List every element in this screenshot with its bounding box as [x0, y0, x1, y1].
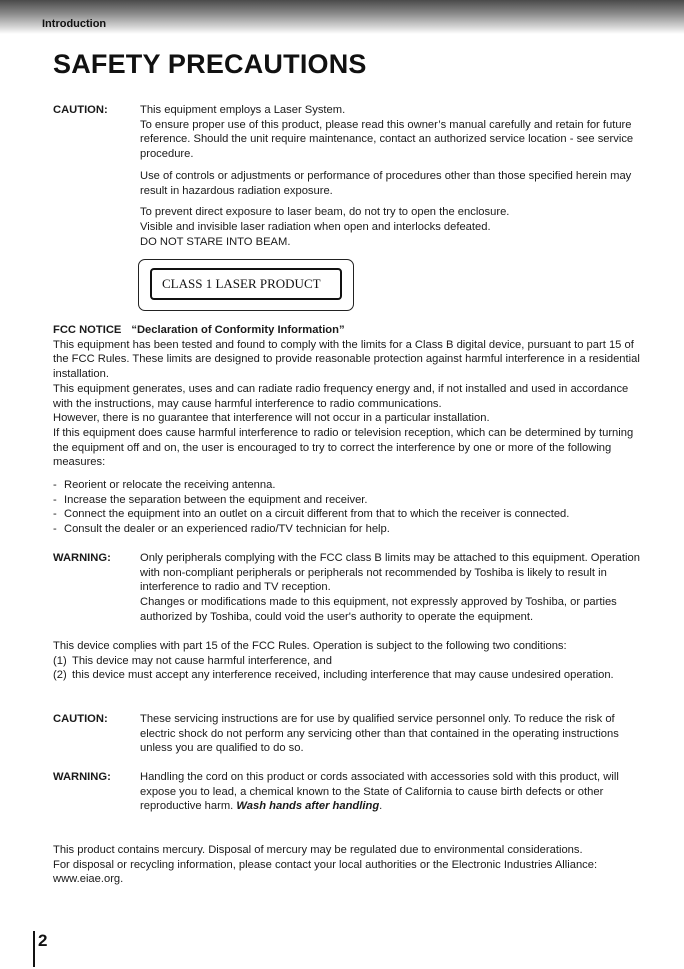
condition-text: This device may not cause harmful interference, and [72, 654, 332, 667]
fcc-paragraph: If this equipment does cause harmful interference to radio or television reception, which can be determined by turning the equipment off and on, the user is encouraged to try to correct the interference by one or more of the following measures: [53, 426, 634, 469]
condition-marker: (1) [53, 654, 67, 667]
part15-intro: This device complies with part 15 of the FCC Rules. Operation is subject to the following two conditions: [53, 640, 567, 652]
fcc-notice-section [53, 323, 648, 537]
list-item [53, 668, 653, 683]
caution-paragraph: This equipment employs a Laser System. To ensure proper use of this product, please read this owner’s manual carefully and retain for future reference. Should the unit require maintenance, contact an authorized service location - see service procedure. [140, 104, 634, 161]
caution-label: CAUTION: [53, 713, 108, 725]
warning-lead-text [140, 770, 653, 814]
caution-paragraph: To prevent direct exposure to laser beam, do not try to open the enclosure. Visible and invisible laser radiation when open and interlocks defeated. DO NOT STARE INTO BEAM. [140, 206, 510, 248]
caution-laser-section [53, 103, 653, 249]
condition-marker: (2) [53, 669, 67, 682]
list-item: - Consult the dealer or an experienced radio/TV technician for help. [53, 522, 648, 537]
part15-conditions-list [53, 654, 653, 683]
caution-laser-text [140, 103, 653, 249]
warning-label: WARNING: [53, 552, 111, 564]
mercury-notice-section [53, 843, 643, 887]
warning-paragraph: Only peripherals complying with the FCC class B limits may be attached to this equipment. Operation with non-compliant peripherals or peripherals not recommended by Toshiba is likely to result in interference to radio and TV reception. Changes or modifications made to this equipment, not expressly approved by Toshiba, or parties authorized by Toshiba, could void the user's authority to operate the equipment. [140, 552, 640, 623]
caution-paragraph: Use of controls or adjustments or performance of procedures other than those specified herein may result in hazardous radiation exposure. [140, 169, 632, 197]
laser-product-label [138, 259, 354, 311]
warning-label: WARNING: [53, 771, 111, 783]
list-item: - Reorient or relocate the receiving antenna. [53, 478, 648, 493]
fcc-paragraph: This equipment has been tested and found to comply with the limits for a Class B digital device, pursuant to part 15 of the FCC Rules. These limits are designed to provide reasonable protection against harmful interference in a residential installation. [53, 338, 640, 381]
mercury-paragraph: This product contains mercury. Disposal of mercury may be regulated due to environmental considerations. [53, 844, 583, 856]
mercury-paragraph: For disposal or recycling information, please contact your local authorities or the Electronic Industries Alliance: www.eiae.org. [53, 858, 598, 886]
fcc-notice-heading [53, 323, 648, 338]
fcc-measures-list [53, 478, 648, 537]
laser-product-label-text: CLASS 1 LASER PRODUCT [150, 268, 342, 300]
warning-peripherals-text [140, 551, 653, 625]
wash-hands-emphasis: Wash hands after handling [236, 800, 380, 813]
condition-text: this device must accept any interference received, including interference that may cause undesired operation. [72, 669, 614, 682]
list-item: - Increase the separation between the equipment and receiver. [53, 493, 648, 508]
fcc-paragraph: This equipment generates, uses and can radiate radio frequency energy and, if not installed and used in accordance with the instructions, may cause harmful interference to radio communications. [53, 382, 629, 410]
fcc-paragraph: However, there is no guarantee that interference will not occur in a particular installation. [53, 412, 490, 425]
caution-label: CAUTION: [53, 104, 108, 116]
warning-peripherals-section [53, 551, 653, 625]
page-title: SAFETY PRECAUTIONS [53, 49, 367, 79]
section-label: Introduction [42, 18, 107, 30]
caution-servicing-text [140, 712, 653, 756]
part15-section [53, 639, 653, 683]
warning-paragraph: Handling the cord on this product or cords associated with accessories sold with this product, will expose you to lead, a chemical known to the State of California to cause birth defects or other reproductive harm. Wash hands after handling. [140, 771, 619, 813]
list-item: - Connect the equipment into an outlet on a circuit different from that to which the receiver is connected. [53, 507, 648, 522]
caution-paragraph: These servicing instructions are for use by qualified service personnel only. To reduce the risk of electric shock do not perform any servicing other than that contained in the operating instructions unless you are qualified to do so. [140, 713, 619, 755]
fcc-notice-subtitle: “Declaration of Conformity Information” [131, 324, 345, 336]
caution-servicing-section [53, 712, 653, 756]
warning-lead-section [53, 770, 653, 814]
fcc-notice-title: FCC NOTICE [53, 324, 122, 336]
page-number-rule [33, 931, 35, 967]
page-number: 2 [38, 931, 48, 950]
list-item [53, 654, 653, 669]
